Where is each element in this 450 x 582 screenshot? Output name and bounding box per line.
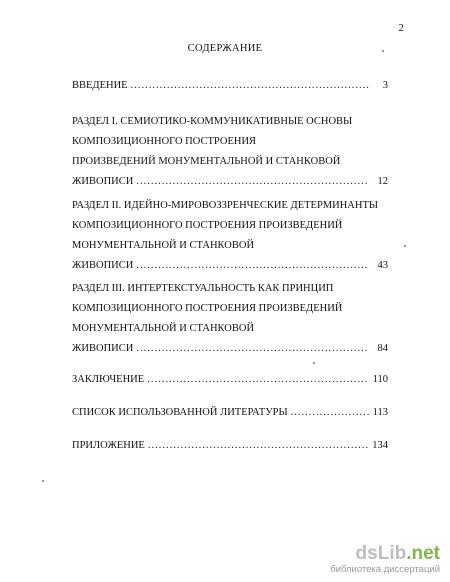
toc-page-number: 134 xyxy=(372,440,388,451)
toc-entry-row xyxy=(72,436,388,456)
watermark-logo xyxy=(330,544,440,564)
toc-entry-section-3[interactable] xyxy=(72,279,388,359)
toc-entry-row xyxy=(72,339,388,359)
toc-entry-line: РАЗДЕЛ III. ИНТЕРТЕКСТУАЛЬНОСТЬ КАК ПРИНЦИП xyxy=(72,283,334,294)
watermark-brand-main: dsLib xyxy=(355,543,407,564)
toc-entry-line: МОНУМЕНТАЛЬНОЙ И СТАНКОВОЙ xyxy=(72,240,255,251)
toc-entry-section-2[interactable] xyxy=(72,196,388,276)
toc-entry-section-1[interactable] xyxy=(72,112,388,192)
watermark-subtitle: библиотека диссертаций xyxy=(330,564,440,575)
scan-speck xyxy=(382,50,384,52)
toc-entry-conclusion[interactable] xyxy=(72,370,388,390)
dot-leader xyxy=(136,172,369,192)
toc-entry-label: СПИСОК ИСПОЛЬЗОВАННОЙ ЛИТЕРАТУРЫ xyxy=(72,407,288,418)
toc-entry-label: ЖИВОПИСИ xyxy=(72,260,134,271)
toc-entry-label: ВВЕДЕНИЕ xyxy=(72,80,128,91)
toc-entry-label: ЖИВОПИСИ xyxy=(72,343,134,354)
dot-leader xyxy=(148,436,369,456)
toc-entry-label: ПРИЛОЖЕНИЕ xyxy=(72,440,145,451)
page-number: 2 xyxy=(398,22,404,34)
dslib-watermark xyxy=(330,544,440,576)
toc-entry-introduction[interactable] xyxy=(72,76,388,96)
toc-entry-row xyxy=(72,256,388,276)
toc-entry-line: КОМПОЗИЦИОННОГО ПОСТРОЕНИЯ ПРОИЗВЕДЕНИЙ xyxy=(72,303,343,314)
toc-entry-row xyxy=(72,76,388,96)
toc-entry-label: ЗАКЛЮЧЕНИЕ xyxy=(72,374,145,385)
dot-leader xyxy=(136,256,369,276)
toc-entry-line: РАЗДЕЛ I. СЕМИОТИКО-КОММУНИКАТИВНЫЕ ОСНОВЫ xyxy=(72,116,353,127)
toc-entry-line: МОНУМЕНТАЛЬНОЙ И СТАНКОВОЙ xyxy=(72,323,255,334)
toc-entry-line: КОМПОЗИЦИОННОГО ПОСТРОЕНИЯ xyxy=(72,136,257,147)
toc-entry-row xyxy=(72,403,388,423)
toc-page-number: 12 xyxy=(377,176,388,187)
dot-leader xyxy=(291,403,369,423)
toc-entry-line: КОМПОЗИЦИОННОГО ПОСТРОЕНИЯ ПРОИЗВЕДЕНИЙ xyxy=(72,220,343,231)
toc-page-number: 3 xyxy=(382,80,388,91)
toc-entry-row xyxy=(72,172,388,192)
toc-entry-row xyxy=(72,370,388,390)
toc-entry-bibliography[interactable] xyxy=(72,403,388,423)
dot-leader xyxy=(147,370,369,390)
toc-page-number: 84 xyxy=(377,343,388,354)
toc-page-number: 43 xyxy=(377,260,388,271)
toc-entry-line: ПРОИЗВЕДЕНИЙ МОНУМЕНТАЛЬНОЙ И СТАНКОВОЙ xyxy=(72,156,341,167)
scan-speck xyxy=(404,245,406,247)
toc-entry-appendix[interactable] xyxy=(72,436,388,456)
scan-speck xyxy=(42,480,44,482)
toc-entry-label: ЖИВОПИСИ xyxy=(72,176,134,187)
toc-title: СОДЕРЖАНИЕ xyxy=(187,43,263,54)
toc-page-number: 113 xyxy=(372,407,388,418)
toc-entry-line: РАЗДЕЛ II. ИДЕЙНО-МИРОВОЗЗРЕНЧЕСКИЕ ДЕТЕРМИНАНТЫ xyxy=(72,200,379,211)
scan-speck xyxy=(313,362,315,364)
toc-page-number: 110 xyxy=(372,374,388,385)
dot-leader xyxy=(136,339,369,359)
watermark-brand-suffix: .net xyxy=(406,543,440,564)
dot-leader xyxy=(131,76,369,96)
